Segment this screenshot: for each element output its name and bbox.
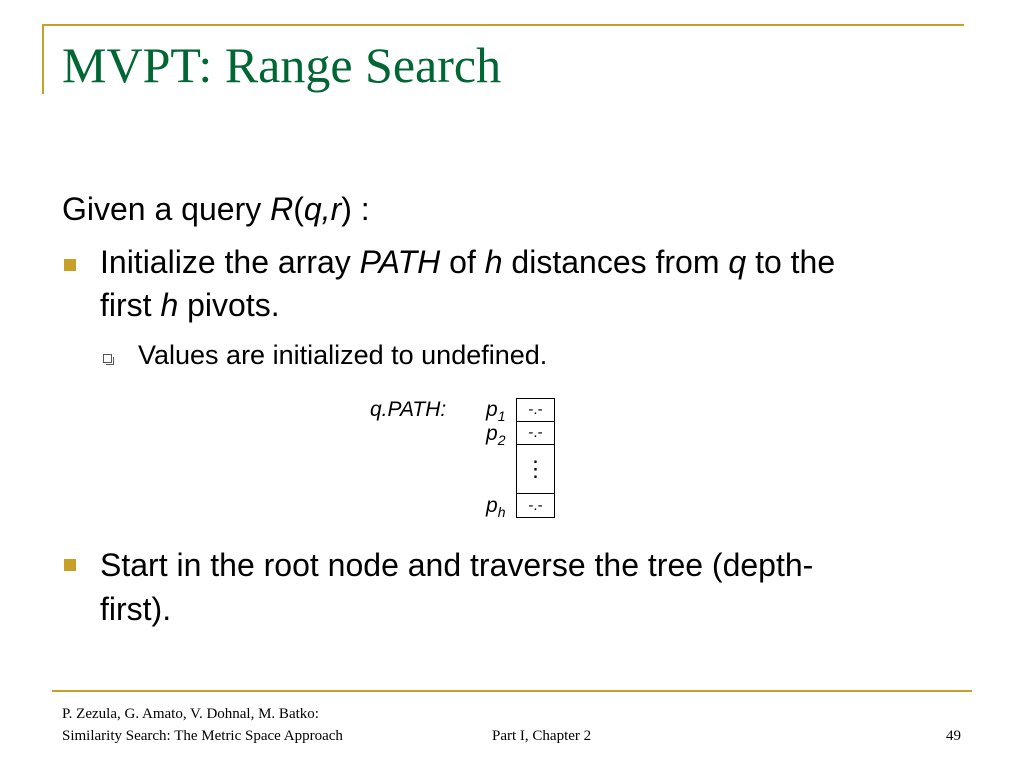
sub-bullet-text: Values are initialized to undefined. [138, 340, 548, 370]
footer-book-title: Similarity Search: The Metric Space Approach [62, 728, 343, 744]
bullet2-line2: first). [100, 591, 172, 627]
h-italic: h [484, 244, 503, 280]
bullet-square-icon [64, 259, 76, 271]
path-cell-h: -.- [516, 493, 555, 518]
h-italic: h [160, 287, 179, 323]
pivot-2-label [486, 422, 505, 448]
left-border-line [42, 24, 44, 94]
path-label: q.PATH: [370, 398, 447, 421]
pivot-subscript: 2 [497, 432, 506, 449]
pivot-letter: p [486, 422, 498, 445]
sub-bullet-box-icon [103, 354, 112, 363]
pivot-subscript: h [497, 504, 506, 521]
query-prefix: Given a query [62, 191, 271, 227]
text-span: distances from [502, 244, 729, 280]
query-open: ( [293, 191, 304, 227]
top-border-line [42, 24, 964, 26]
query-r: R [270, 191, 294, 227]
pivot-h-label [486, 494, 505, 520]
query-args: q,r [303, 191, 342, 227]
path-italic: PATH [359, 244, 441, 280]
bullet1-line2 [100, 286, 280, 324]
query-close: ) : [341, 191, 370, 227]
q-italic: q [728, 244, 747, 280]
text-span: to the [746, 244, 836, 280]
footer-authors: P. Zezula, G. Amato, V. Dohnal, M. Batko: [62, 706, 319, 722]
query-definition [62, 190, 370, 228]
footer-part: Part I, Chapter 2 [492, 728, 592, 744]
text-span: Initialize the array [100, 244, 360, 280]
bullet1-line1 [100, 243, 835, 281]
path-cell-2: -.- [516, 421, 555, 445]
pivot-subscript: 1 [497, 408, 506, 425]
pivot-letter: p [486, 494, 498, 517]
footer-divider [52, 690, 972, 692]
pivot-letter: p [486, 398, 498, 421]
pivot-1-label [486, 398, 505, 424]
bullet-square-icon [64, 559, 76, 571]
text-span: first [100, 287, 161, 323]
slide-title: MVPT: Range Search [62, 37, 502, 93]
text-span: pivots. [178, 287, 280, 323]
path-cell-1: -.- [516, 398, 555, 422]
path-cell-ellipsis: ⋮ [516, 444, 555, 494]
text-span: of [440, 244, 485, 280]
footer-page-number: 49 [946, 728, 961, 744]
bullet2-line1: Start in the root node and traverse the tree (depth- [100, 547, 814, 583]
